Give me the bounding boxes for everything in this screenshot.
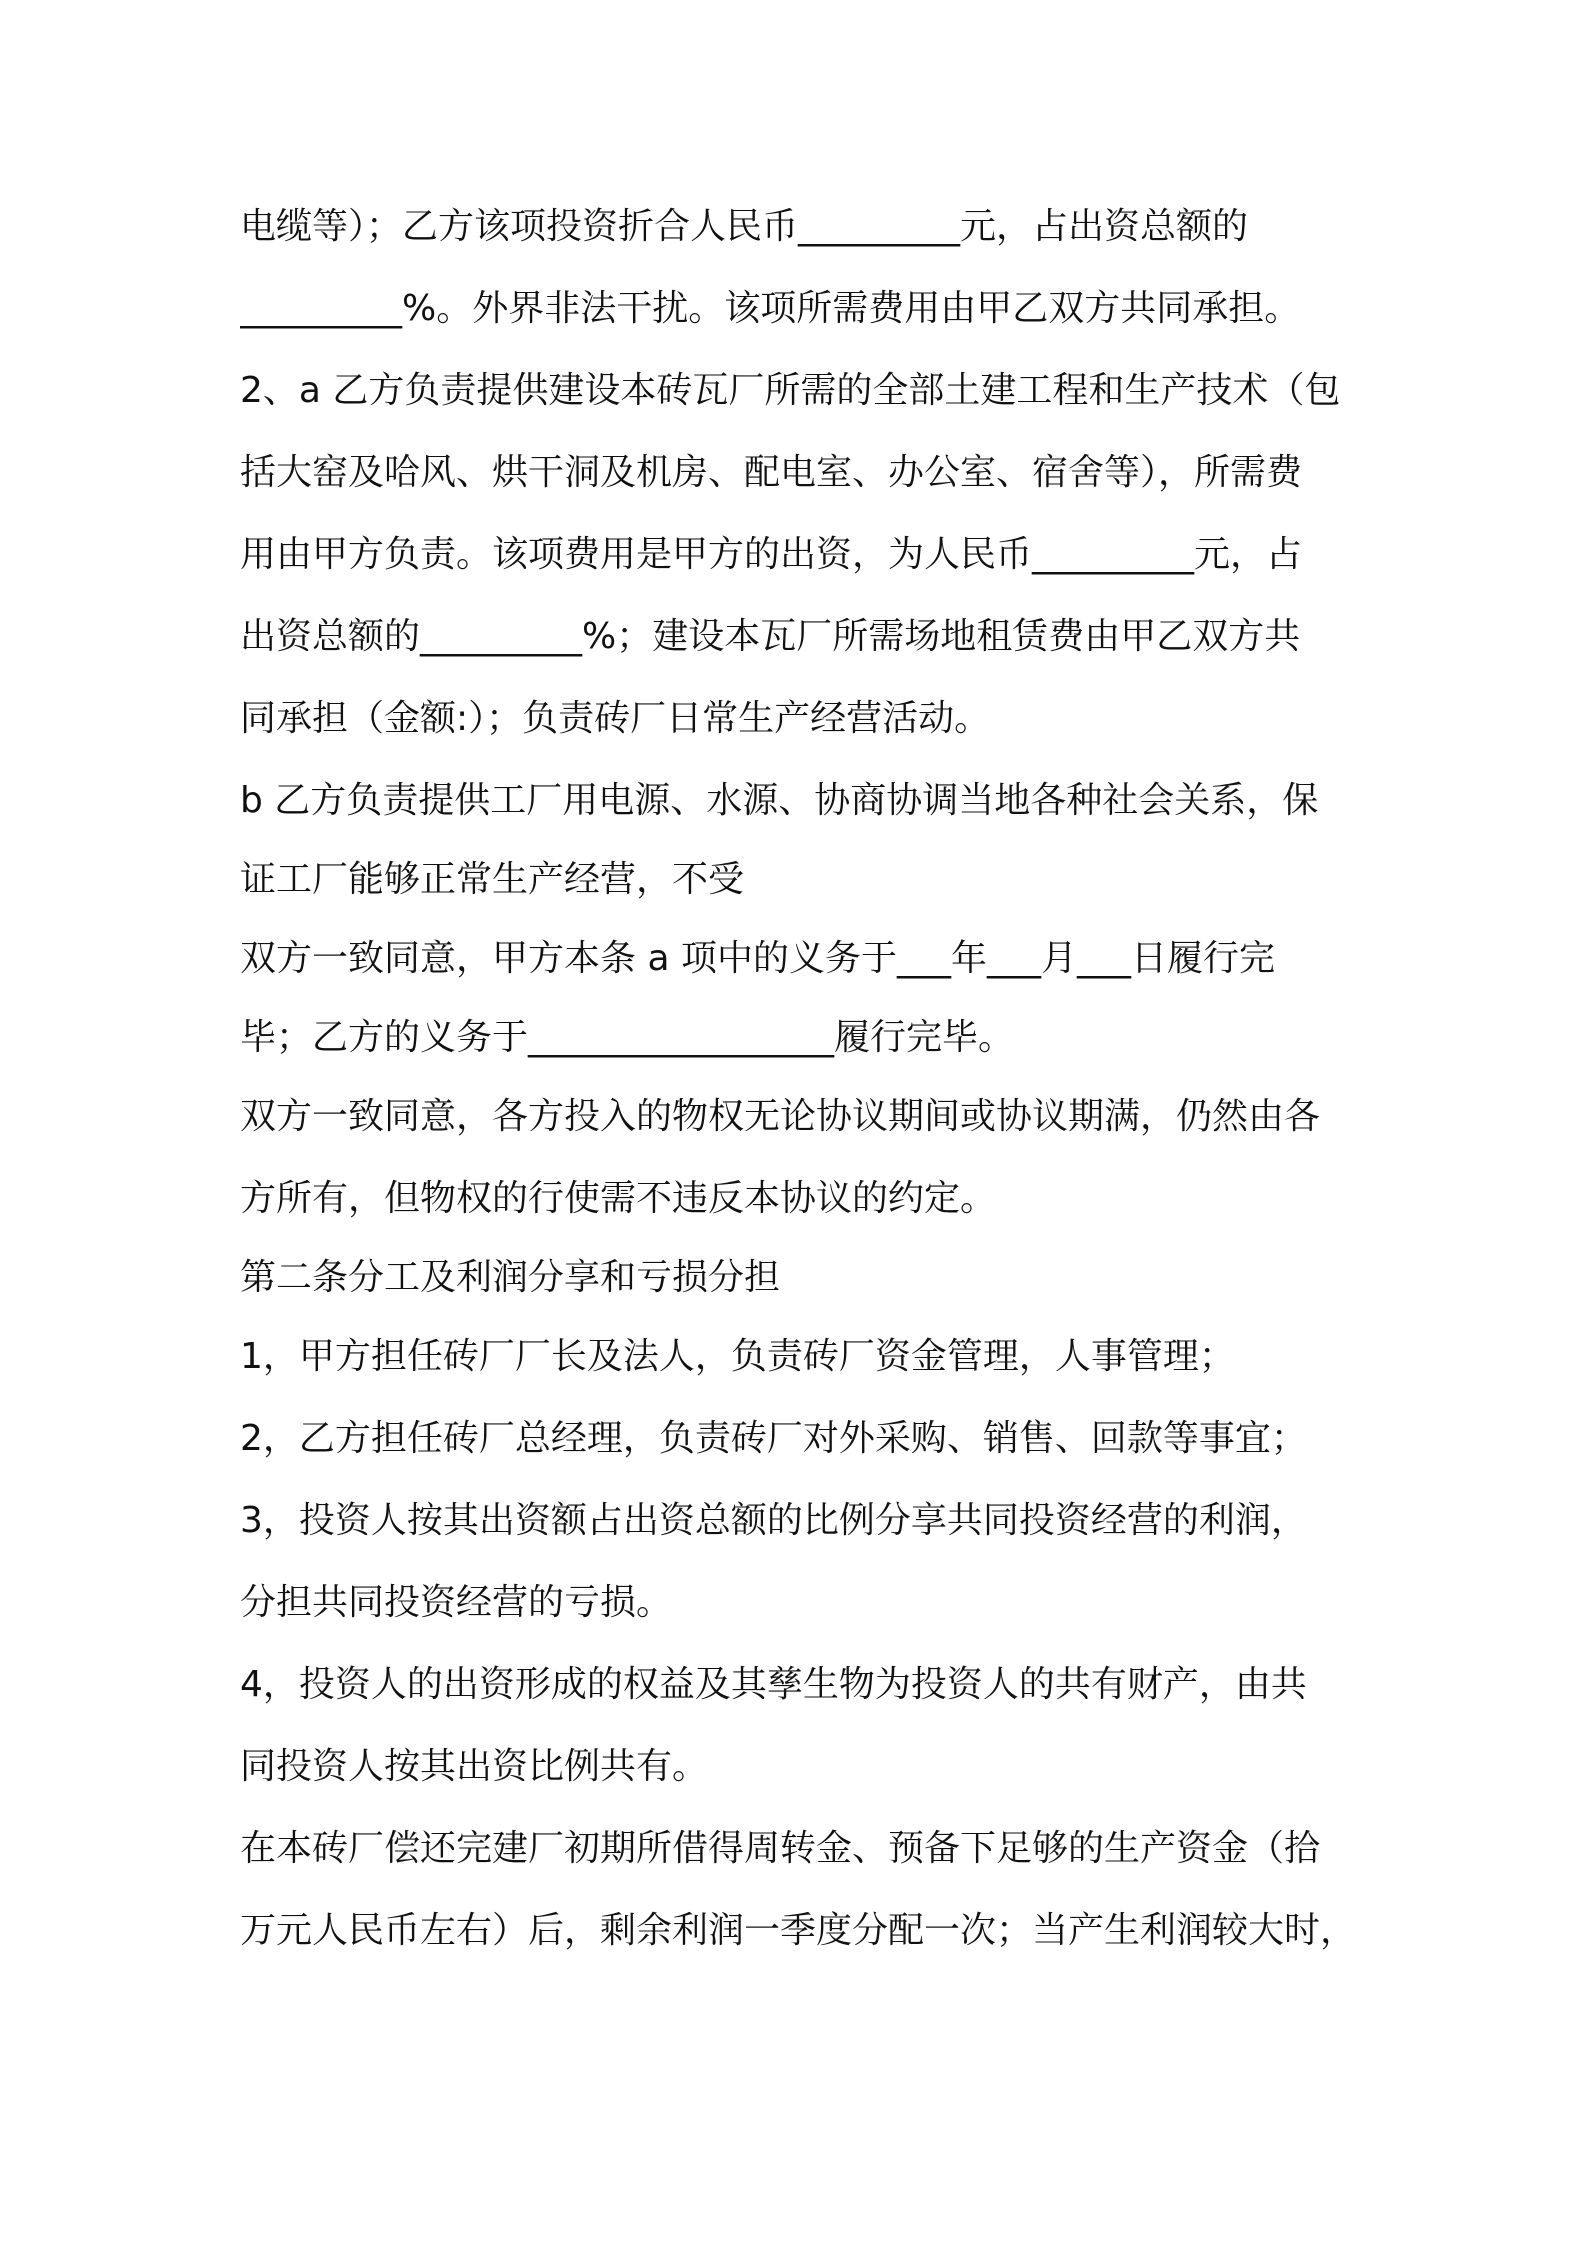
text-line: 电缆等）；乙方该项投资折合人民币_________元，占出资总额的 [240,206,1249,247]
text-line: b 乙方负责提供工厂用电源、水源、协商协调当地各种社会关系，保 [240,780,1319,821]
text-line: 3，投资人按其出资额占出资总额的比例分享共同投资经营的利润， [240,1500,1307,1541]
text-line: 同投资人按其出资比例共有。 [240,1746,709,1787]
text-line: 2，乙方担任砖厂总经理，负责砖厂对外采购、销售、回款等事宜； [240,1418,1307,1459]
text-line: 用由甲方负责。该项费用是甲方的出资，为人民币_________元，占 [240,534,1303,575]
text-line: 双方一致同意，各方投入的物权无论协议期间或协议期满，仍然由各 [240,1096,1321,1137]
text-line: 毕；乙方的义务于_________________履行完毕。 [240,1017,1015,1058]
text-line: 2、a 乙方负责提供建设本砖瓦厂所需的全部土建工程和生产技术（包 [240,370,1341,411]
text-line: _________%。外界非法干扰。该项所需费用由甲乙双方共同承担。 [240,288,1301,329]
text-line: 1，甲方担任砖厂厂长及法人，负责砖厂资金管理，人事管理； [240,1336,1235,1377]
text-line: 同承担（金额:）；负责砖厂日常生产经营活动。 [240,698,991,739]
text-line: 证工厂能够正常生产经营，不受 [240,859,745,900]
text-line: 出资总额的_________%；建设本瓦厂所需场地租赁费由甲乙双方共 [240,616,1301,657]
text-line: 分担共同投资经营的亏损。 [240,1582,673,1623]
text-line: 双方一致同意，甲方本条 a 项中的义务于___年___月___日履行完 [240,938,1275,979]
text-line: 万元人民币左右）后，剩余利润一季度分配一次；当产生利润较大时， [240,1910,1357,1951]
section-heading: 第二条分工及利润分享和亏损分担 [240,1257,781,1298]
text-line: 括大窑及哈风、烘干洞及机房、配电室、办公室、宿舍等），所需费 [240,452,1303,493]
text-line: 在本砖厂偿还完建厂初期所借得周转金、预备下足够的生产资金（拾 [240,1828,1321,1869]
text-line: 方所有，但物权的行使需不违反本协议的约定。 [240,1178,997,1219]
document-body [240,186,1360,1972]
text-line: 4，投资人的出资形成的权益及其孳生物为投资人的共有财产，由共 [240,1664,1307,1705]
